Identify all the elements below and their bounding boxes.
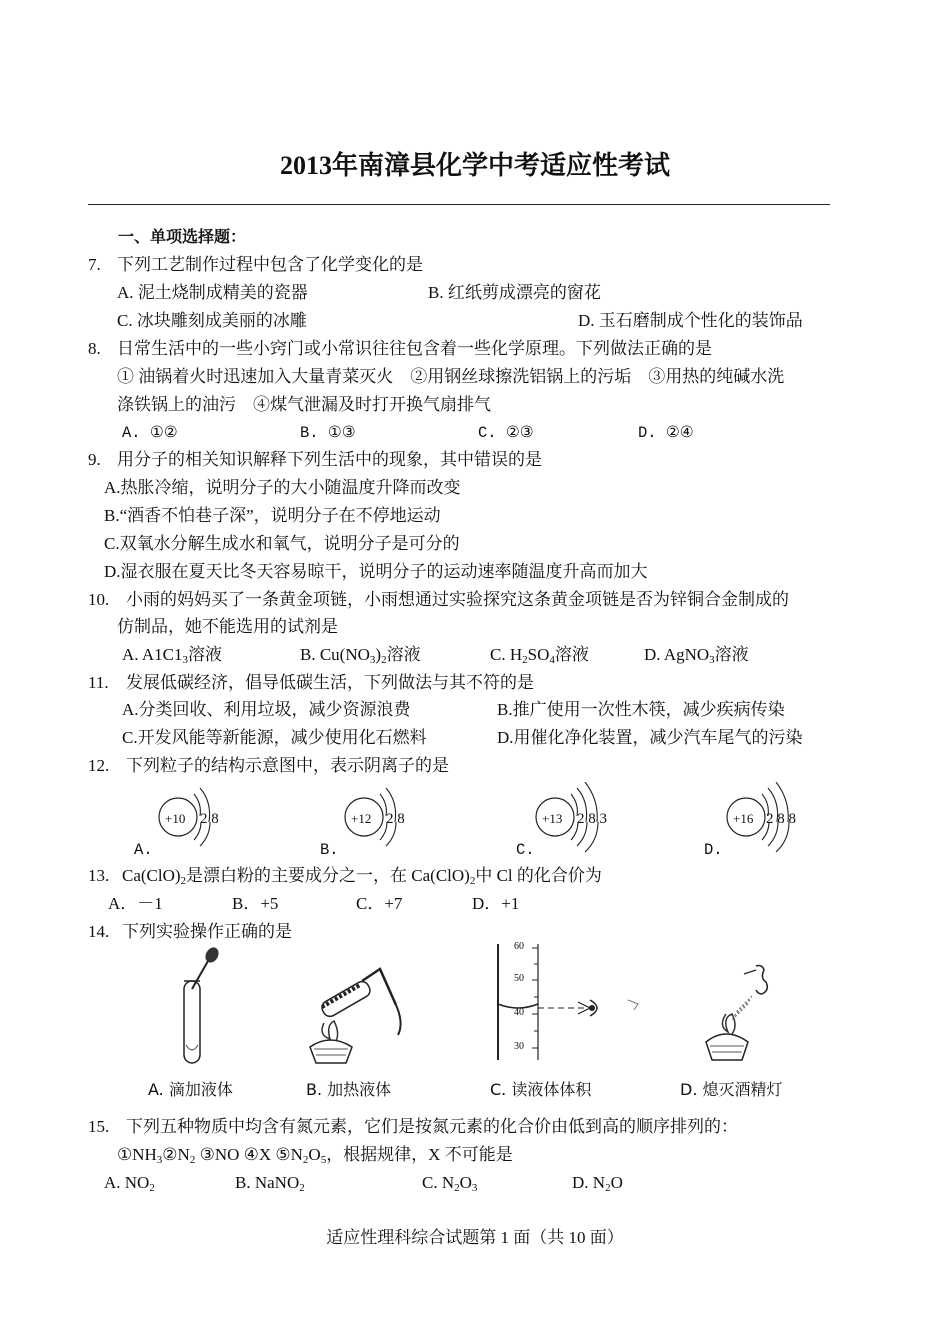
q8-number: 8. bbox=[88, 339, 101, 358]
q14-caption-b: B. 加热液体 bbox=[306, 1080, 392, 1099]
q9-option-d: D.湿衣服在夏天比冬天容易晾干，说明分子的运动速率随温度升高而加大 bbox=[104, 562, 648, 581]
q13-option-a: A．－1 bbox=[108, 894, 163, 913]
q8-option-c: C. ②③ bbox=[478, 424, 534, 442]
q15-option-b: B. NaNO$_2$ bbox=[235, 1173, 305, 1194]
q13-number: 13. bbox=[88, 866, 110, 885]
heating-liquid-figure bbox=[300, 945, 420, 1070]
cylinder-tick-30: 30 bbox=[514, 1041, 524, 1052]
q15-number: 15. bbox=[88, 1117, 110, 1136]
q11-option-c: C.开发风能等新能源，减少使用化石燃料 bbox=[122, 728, 427, 747]
q11-option-a: A.分类回收、利用垃圾，减少资源浪费 bbox=[122, 700, 411, 719]
atom-diagram-c bbox=[515, 782, 605, 862]
q12-stem: 下列粒子的结构示意图中，表示阴离子的是 bbox=[126, 756, 449, 775]
atom-c-nucleus: +13 bbox=[542, 811, 563, 826]
q14-number: 14. bbox=[88, 922, 110, 941]
q11-option-d: D.用催化净化装置，减少汽车尾气的污染 bbox=[497, 728, 803, 747]
q14-caption-a: A. 滴加液体 bbox=[148, 1080, 233, 1099]
extinguish-lamp-figure bbox=[700, 960, 790, 1070]
q15-option-c: C. $N_2O_3$ bbox=[422, 1173, 478, 1194]
atom-diagram-d bbox=[702, 782, 796, 862]
title-divider bbox=[88, 204, 830, 205]
q9-number: 9. bbox=[88, 450, 101, 469]
atom-d-shells: 2 8 8 bbox=[766, 811, 796, 827]
atom-d-label: D. bbox=[704, 841, 723, 859]
q13-option-d: D．+1 bbox=[472, 894, 520, 913]
cylinder-tick-50: 50 bbox=[514, 973, 524, 984]
q8-option-d: D. ②④ bbox=[638, 424, 694, 442]
q15-substances: $①NH_3②N_2$ ③NO ④X $⑤N_2O_5$，根据规律，X 不可能是 bbox=[117, 1145, 513, 1166]
q9-option-b: B.“酒香不怕巷子深”，说明分子在不停地运动 bbox=[104, 506, 441, 525]
q9-stem: 用分子的相关知识解释下列生活中的现象，其中错误的是 bbox=[117, 450, 542, 469]
q8-stem: 日常生活中的一些小窍门或小常识往往包含着一些化学原理。下列做法正确的是 bbox=[117, 339, 712, 358]
atom-d-nucleus: +16 bbox=[733, 811, 754, 826]
q14-caption-d: D. 熄灭酒精灯 bbox=[680, 1080, 783, 1099]
q15-option-a: A. $NO_2$ bbox=[104, 1173, 155, 1194]
q10-option-d: D. AgNO$_3$溶液 bbox=[644, 645, 749, 666]
page-footer: 适应性理科综合试题第 1 面（共 10 面） bbox=[326, 1228, 624, 1247]
atom-c-shells: 2 8 3 bbox=[577, 811, 607, 827]
q7-number: 7. bbox=[88, 255, 101, 274]
q11-stem: 发展低碳经济，倡导低碳生活，下列做法与其不符的是 bbox=[126, 673, 534, 692]
q13-option-b: B．+5 bbox=[232, 894, 279, 913]
q14-caption-c: C. 读液体体积 bbox=[490, 1080, 592, 1099]
q12-number: 12. bbox=[88, 756, 110, 775]
section-heading: 一、单项选择题： bbox=[118, 229, 247, 246]
q9-option-a: A.热胀冷缩，说明分子的大小随温度升降而改变 bbox=[104, 478, 461, 497]
q9-option-c: C.双氧水分解生成水和氧气，说明分子是可分的 bbox=[104, 534, 460, 553]
q7-option-d: D. 玉石磨制成个性化的装饰品 bbox=[578, 311, 803, 330]
q14-stem: 下列实验操作正确的是 bbox=[122, 922, 292, 941]
q7-option-c: C. 冰块雕刻成美丽的冰雕 bbox=[117, 311, 307, 330]
q10-stem-line2: 仿制品，她不能选用的试剂是 bbox=[117, 617, 338, 636]
q7-stem: 下列工艺制作过程中包含了化学变化的是 bbox=[117, 255, 423, 274]
q10-stem-line1: 小雨的妈妈买了一条黄金项链，小雨想通过实验探究这条黄金项链是否为锌铜合金制成的 bbox=[126, 590, 789, 609]
q11-option-b: B.推广使用一次性木筷，减少疾病传染 bbox=[497, 700, 785, 719]
q8-statements-line1: ① 油锅着火时迅速加入大量青菜灭火 ②用钢丝球擦洗铝锅上的污垢 ③用热的纯碱水洗 bbox=[117, 367, 785, 386]
q11-number: 11. bbox=[88, 673, 109, 692]
q13-option-c: C．+7 bbox=[356, 894, 403, 913]
atom-b-label: B. bbox=[320, 841, 339, 859]
page-title: 2013年南漳县化学中考适应性考试 bbox=[279, 151, 670, 180]
q10-option-b: B. $Cu(NO_3)_2$溶液 bbox=[300, 645, 421, 666]
atom-a-shells: 2 8 bbox=[200, 811, 219, 827]
q10-number: 10. bbox=[88, 590, 110, 609]
atom-b-nucleus: +12 bbox=[351, 811, 372, 826]
dropper-test-tube-figure bbox=[170, 945, 240, 1070]
q7-option-b: B. 红纸剪成漂亮的窗花 bbox=[428, 283, 601, 302]
q8-option-a: A. ①② bbox=[122, 424, 178, 442]
q15-option-d: D. $N_2O$ bbox=[572, 1173, 623, 1194]
atom-diagram-b bbox=[318, 782, 408, 862]
q15-stem: 下列五种物质中均含有氮元素，它们是按氮元素的化合价由低到高的顺序排列的： bbox=[126, 1117, 738, 1136]
atom-b-shells: 2 8 bbox=[386, 811, 405, 827]
q13-stem: $Ca(ClO)_2$是漂白粉的主要成分之一，在 $Ca(ClO)_2$中 Cl 的化合价为 bbox=[122, 866, 602, 887]
q8-option-b: B. ①③ bbox=[300, 424, 356, 442]
q7-option-a: A. 泥土烧制成精美的瓷器 bbox=[117, 283, 308, 302]
q10-option-c: C. $H_2SO_4$溶液 bbox=[490, 645, 589, 666]
atom-a-nucleus: +10 bbox=[165, 811, 186, 826]
q8-statements-line2: 涤铁锅上的油污 ④煤气泄漏及时打开换气扇排气 bbox=[117, 395, 491, 414]
atom-a-label: A. bbox=[134, 841, 153, 859]
cylinder-tick-40: 40 bbox=[514, 1007, 524, 1018]
q10-option-a: A. $A1C1_3$溶液 bbox=[122, 645, 222, 666]
cylinder-tick-60: 60 bbox=[514, 941, 524, 952]
atom-diagram-a bbox=[130, 782, 220, 862]
atom-c-label: C. bbox=[516, 841, 535, 859]
